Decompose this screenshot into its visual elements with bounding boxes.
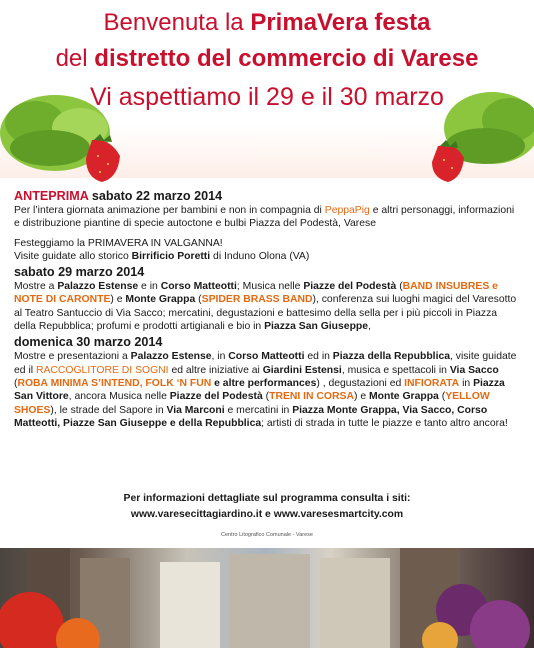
title-line-3: Vi aspettiamo il 29 e il 30 marzo (90, 83, 444, 111)
anteprima-heading: ANTEPRIMA sabato 22 marzo 2014 (14, 189, 223, 203)
info-line: Per informazioni dettagliate sul programma consulta i siti: (123, 493, 411, 504)
sabato-heading: sabato 29 marzo 2014 (14, 265, 145, 280)
websites-line: www.varesecittagiardino.it e www.varesesmartcity.com (130, 509, 404, 520)
website-link-1[interactable]: www.varesecittagiardino.it (130, 509, 263, 520)
domenica-heading: domenica 30 marzo 2014 (14, 335, 163, 350)
anteprima-text-3: Visite guidate allo storico Birrificio Poretti di Induno Olona (VA) (14, 250, 310, 262)
domenica-text: Mostre e presentazioni a Palazzo Estense, in Corso Matteotti ed in Piazza della Repubblica, visite guidate ed il RACCOGLITORE DI SOGNI ed altre iniziative ai Giardini Estensi, musica e spettacoli in Via Sacco (ROBA MINIMA S’INTEND, FOLK ‘N FUN e altre performances) , degustazioni ed INFIORATA in Piazza San Vittore, ancora Musica nelle Piazze del Podestà (TRENI IN CORSA) e Monte Grappa (YELLOW SHOES), le strade del Sapore in Via Marconi e mercatini in Piazza Monte Grappa, Via Sacco, Corso Matteotti, Piazze San Giuseppe e della Repubblica; artisti di strada in tutte le piazze e tanto altro ancora! (14, 351, 517, 429)
sabato-text: Mostre a Palazzo Estense e in Corso Matteotti; Musica nelle Piazze del Podestà (BAND INSUBRES e NOTE DI CARONTE) e Monte Grappa (SPIDER BRASS BAND), conferenza sui luoghi magici del Varesotto al Teatro Santuccio di Via Sacco; mercatini, degustazioni e battesimo della sella per i più piccoli in Piazza della Repubblica; profumi e prodotti artigianali e bio in Piazza San Giuseppe, (14, 281, 517, 333)
title-line-1: Benvenuta la PrimaVera festa (103, 9, 431, 36)
header (0, 0, 534, 178)
street-photo-image (0, 548, 534, 648)
title-line-2: del distretto del commercio di Varese (55, 45, 479, 72)
printer-credit: Centro Litografico Comunale - Varese (221, 532, 313, 538)
program-content (14, 189, 520, 430)
salad-strawberry-right-image (430, 78, 534, 188)
street-photo-scene (0, 548, 534, 648)
salad-strawberry-left-image (0, 78, 130, 188)
info-block (0, 491, 534, 523)
anteprima-text-2: Festeggiamo la PRIMAVERA IN VALGANNA! (14, 237, 223, 249)
anteprima-text-1: Per l’intera giornata animazione per bambini e non in compagnia di PeppaPig e altri personaggi, informazioni e distribuzione piantine di specie autoctone e bulbi Piazza del Podestà, Varese (14, 205, 515, 230)
website-link-2[interactable]: www.varesesmartcity.com (273, 509, 404, 520)
